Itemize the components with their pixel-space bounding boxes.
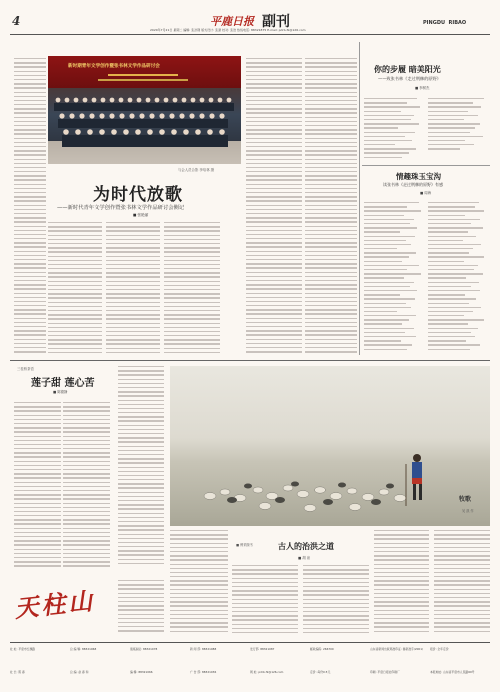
column-divider <box>359 42 360 355</box>
footer-cell: 值班副总: 88321078 <box>130 647 158 651</box>
footer-rule <box>10 642 490 643</box>
footer-cell: 广 告 部: 88321036 <box>190 670 217 674</box>
article1-title: 为时代放歌 <box>93 185 183 205</box>
article5-title: 古人的治洪之道 <box>278 541 334 551</box>
footer-cell: 本报地址: 山东省平度市人民路60号 <box>430 670 475 674</box>
article2-title: 你的步履 暗美阳光 <box>374 64 441 74</box>
right-tag-2: RIBAO <box>448 20 467 26</box>
article5-body-col2 <box>232 565 298 635</box>
footer-cell: 发行部: 88321087 <box>250 647 275 651</box>
sheep-flock <box>170 366 490 526</box>
footer-cell: 编 辑: 88321066 <box>130 670 153 674</box>
article5-label: ■ 博采撷书 <box>236 543 253 547</box>
footer <box>10 647 490 687</box>
banner-subline <box>108 74 178 76</box>
page-number: 4 <box>12 14 21 28</box>
footer-cell: 新 闻 部: 88321088 <box>190 647 217 651</box>
footer-cell: 山东省新闻出版局准印证: 鲁新准字(2001) <box>370 647 424 651</box>
footer-cell: 网 址: pdrb-fk@126.com <box>250 670 284 674</box>
right-tag <box>423 20 466 26</box>
footer-cell: 社 长: 陈 春 <box>10 670 25 674</box>
group-photo <box>48 56 241 164</box>
article1-body-col1 <box>14 58 46 358</box>
article-rule <box>362 165 490 166</box>
article3-subtitle: 读张书林《走过荆棘的原野》有感 <box>383 182 443 187</box>
painting-muge <box>170 366 490 526</box>
footer-cell: 报价: 全年定价 <box>430 647 449 651</box>
article1-body-col4 <box>164 222 220 357</box>
footer-cell: 印刷: 平度日报社印刷厂 <box>370 670 400 674</box>
article1-body-col2 <box>48 222 102 357</box>
article1-author: ■ 张艳丽 <box>133 213 149 217</box>
article3-author: ■ 周海 <box>420 191 432 195</box>
shepherd-figure <box>406 454 422 506</box>
article4-title: 莲子甜 莲心苦 <box>31 378 95 389</box>
section-title: 副刊 <box>262 14 290 30</box>
footer-cell: 邮政编码: 266700 <box>310 647 334 651</box>
article4-author: ■ 陈德静 <box>53 390 68 394</box>
article2-author: ■ 李树杰 <box>415 86 430 90</box>
footer-cell: 社 址: 平度市红旗路 <box>10 647 36 651</box>
banner-text: 新时期青年文学创作暨张书林文学作品研讨会 <box>68 64 160 69</box>
photo-caption: 与会人员合影 李培林 摄 <box>178 168 215 172</box>
banner <box>48 56 241 88</box>
article5-author: ■ 胡 泉 <box>298 556 311 560</box>
painting-caption: 牧歌 <box>459 496 472 503</box>
article3-title: 情趣珠玉宝沟 <box>396 172 441 181</box>
painting-author: 吴 凯 作 <box>462 509 474 513</box>
article2-poem-col2 <box>428 98 490 162</box>
right-tag-1: PINGDU <box>423 20 446 26</box>
article4-label: 三桂桥茶语 <box>17 367 34 371</box>
article1-subtitle: ——新时代青年文学创作暨张书林文学作品研讨会侧记 <box>57 205 185 211</box>
article4-body-col3-tail <box>118 580 164 634</box>
people-figures <box>48 94 241 164</box>
article5-body-col3 <box>303 565 369 635</box>
masthead <box>0 0 500 32</box>
article1-body-col6 <box>305 58 357 356</box>
tianzhushan-logo: 天柱山 <box>12 585 97 624</box>
article4-body-col1 <box>14 402 61 572</box>
article5-body-col1 <box>170 530 228 634</box>
banner-subline <box>98 79 188 81</box>
date-line: 2020年7月21日 星期二 编辑: 张洪钢 版式设计: 张潇 校对: 张浩 热线电话: 88321875 E-mail: pdrb-fk@126.com <box>150 28 306 32</box>
section-divider <box>10 360 490 361</box>
article4-body-col3 <box>118 366 164 572</box>
article4-body-col2 <box>63 402 110 572</box>
article5-body-col4 <box>374 530 429 634</box>
article3-poem-col2 <box>428 202 490 356</box>
brand-logo: 平鹿日报 <box>210 15 254 28</box>
footer-cell: 总 编 辑: 88321068 <box>70 647 97 651</box>
article2-poem-col1 <box>364 98 426 162</box>
article1-body-col5 <box>246 58 302 356</box>
article1-body-col3 <box>106 222 160 357</box>
header-rule <box>10 34 490 35</box>
article2-subtitle: ——致张书林《走过荆棘的原野》 <box>378 76 441 81</box>
article3-poem-col1 <box>364 202 426 356</box>
footer-cell: 定价: 每份0.5元 <box>310 670 331 674</box>
footer-cell: 总 编: 赵 春 和 <box>70 670 89 674</box>
article5-body-col5 <box>434 530 490 634</box>
